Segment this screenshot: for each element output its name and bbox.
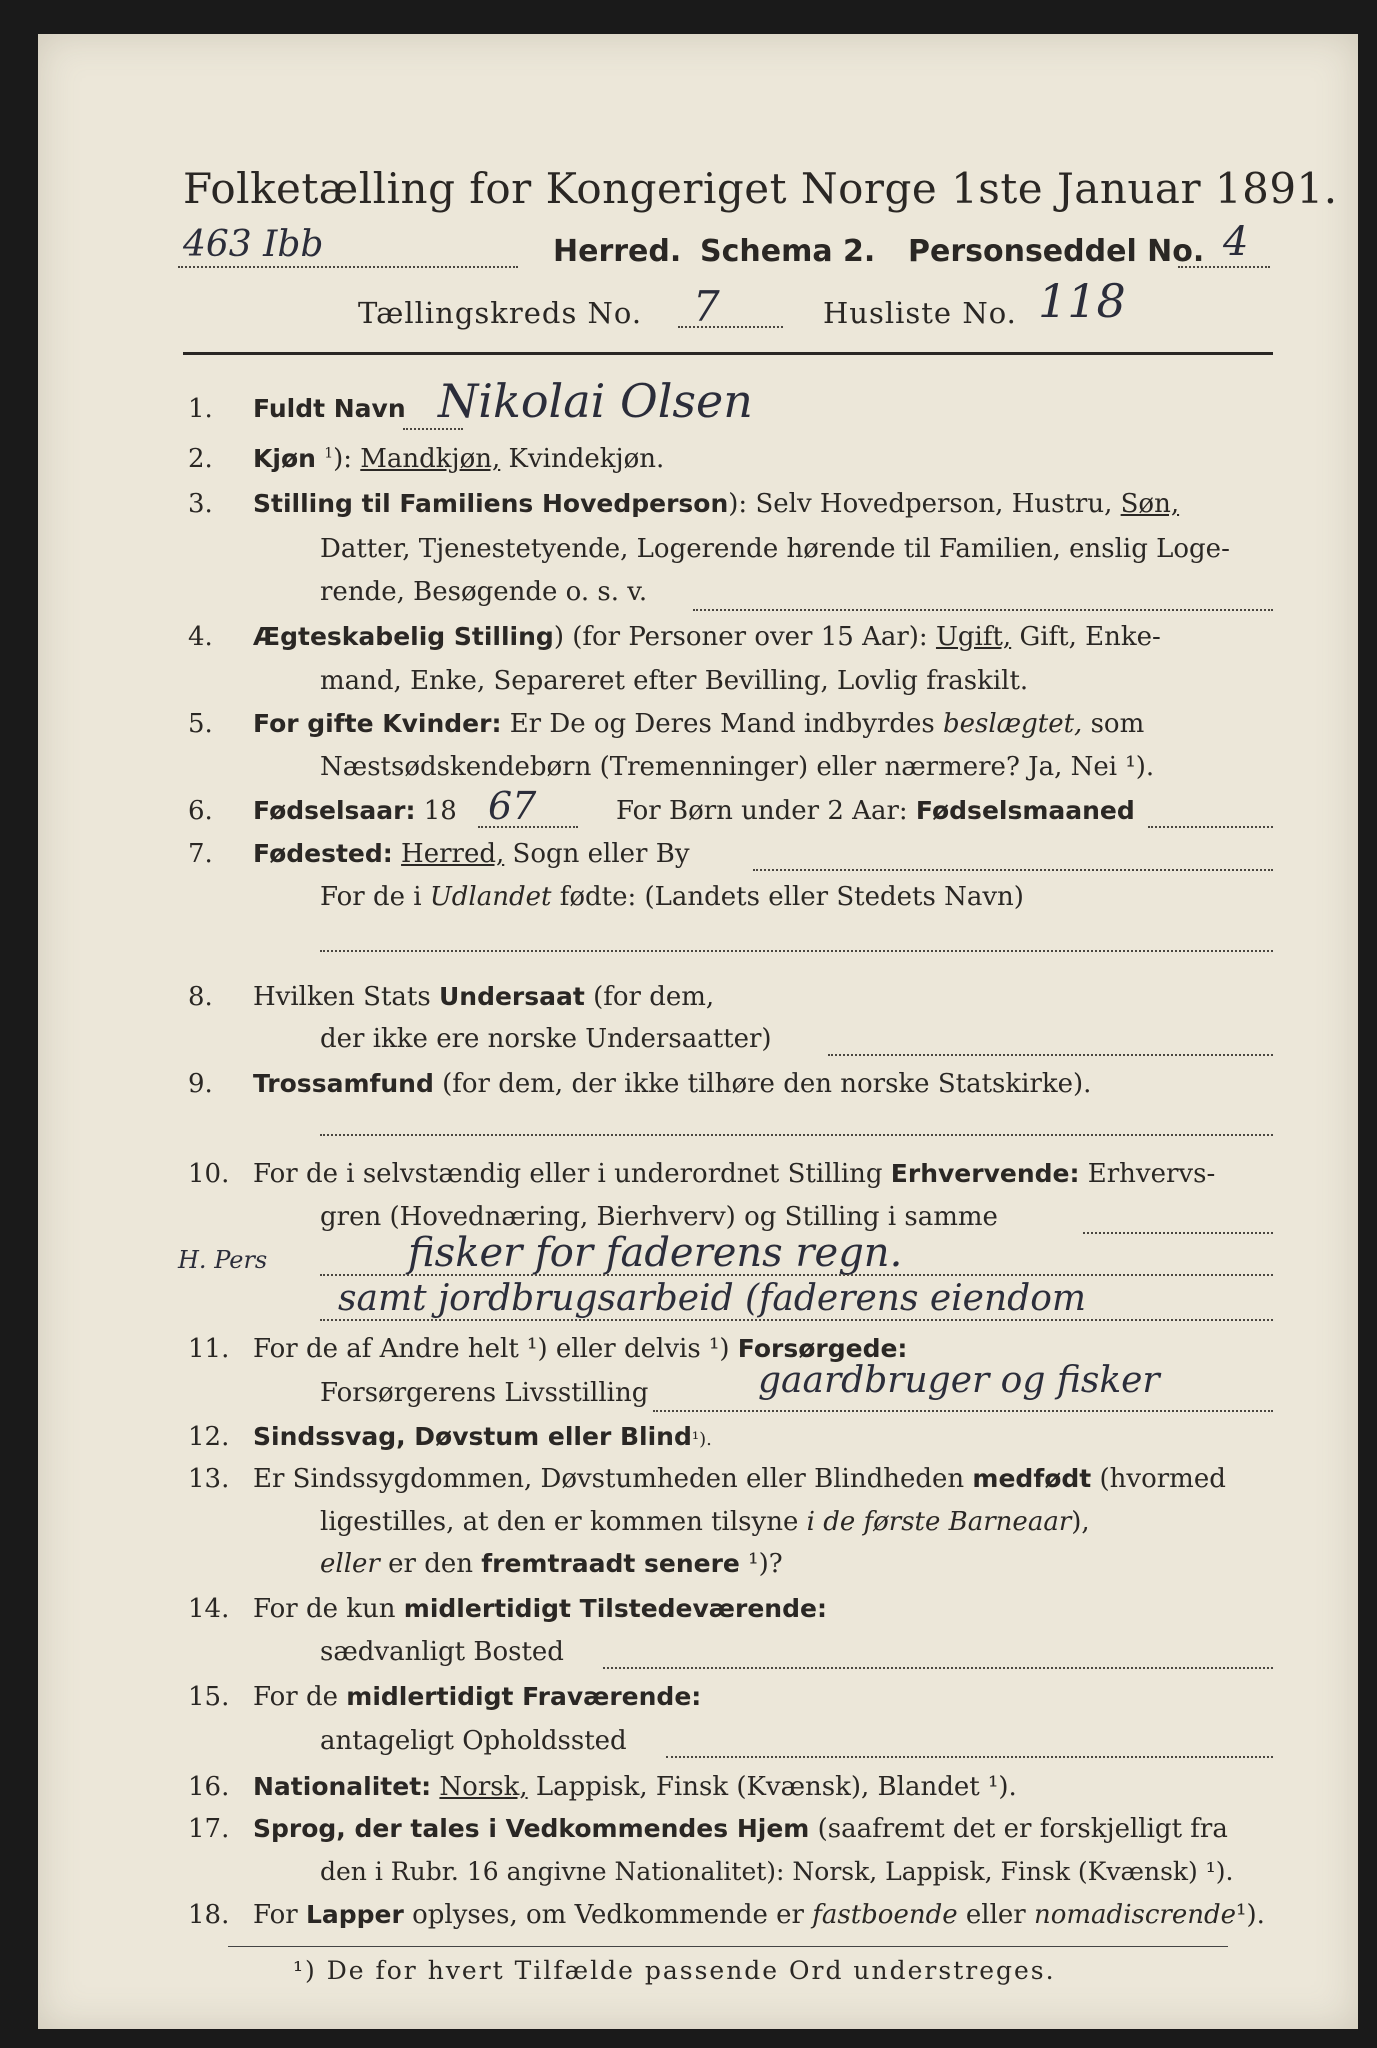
- q13-number: 13.: [188, 1464, 230, 1494]
- q9-text: (for dem, der ikke tilhøre den norske Statskirke).: [442, 1069, 1092, 1099]
- q10-label: Erhvervende:: [890, 1159, 1080, 1188]
- q6-dots-year: [478, 826, 578, 828]
- q15-line2: antageligt Opholdssted: [320, 1726, 627, 1756]
- q7-text: Sogn eller By: [512, 839, 690, 869]
- q13-text: Er Sindssygdommen, Døvstumheden eller Blindheden: [253, 1464, 965, 1494]
- q13-line2b: ),: [1071, 1507, 1090, 1537]
- nationality-norsk-selected: Norsk,: [439, 1772, 528, 1802]
- q15-text: For de: [253, 1682, 338, 1712]
- q1-row: [38, 374, 1358, 434]
- relation-son-selected: Søn,: [1120, 489, 1180, 519]
- q10-line2: gren (Hovednæring, Bierhverv) og Stilling i samme: [320, 1202, 998, 1232]
- q10-text: For de i selvstændig eller i underordnet Stilling: [253, 1159, 883, 1189]
- q17-line2: den i Rubr. 16 angivne Nationalitet): Norsk, Lappisk, Finsk (Kvænsk) ¹).: [320, 1857, 1234, 1886]
- q8-row: [38, 982, 1358, 1022]
- q6-label2: Fødselsmaaned: [915, 796, 1135, 825]
- q14-text: For de kun: [253, 1594, 396, 1624]
- q14-number: 14.: [188, 1594, 230, 1624]
- q8-text: Hvilken Stats: [253, 982, 431, 1012]
- husliste-label: Husliste No.: [823, 296, 1017, 330]
- q18-text2: oplyses, om Vedkommende er: [412, 1900, 804, 1930]
- q3-number: 3.: [188, 489, 213, 519]
- husliste-value: 118: [1038, 274, 1126, 328]
- q10-number: 10.: [188, 1159, 230, 1189]
- q5-text: Er De og Deres Mand indbyrdes: [509, 709, 935, 739]
- q15-label: midlertidigt Fraværende:: [346, 1682, 702, 1711]
- q5-number: 5.: [188, 709, 213, 739]
- q11-label: Forsørgede:: [737, 1334, 908, 1363]
- q13-label: medfødt: [972, 1464, 1092, 1493]
- q1-label: Fuldt Navn: [253, 394, 406, 423]
- q14-label: midlertidigt Tilstedeværende:: [403, 1594, 827, 1623]
- q9-dots: [320, 1134, 1273, 1136]
- kreds-dots: [678, 326, 783, 328]
- q7-line2a: For de i: [320, 882, 422, 912]
- gender-female: Kvindekjøn.: [508, 444, 665, 474]
- herred-dots: [178, 266, 518, 268]
- q13-line3c: ¹)?: [748, 1549, 783, 1579]
- q10-dots-3: [320, 1319, 1273, 1321]
- q9-row: [38, 1069, 1358, 1109]
- footnote-rule: [228, 1946, 1228, 1947]
- q14-row: [38, 1594, 1358, 1634]
- q17-label: Sprog, der tales i Vedkommendes Hjem: [253, 1814, 810, 1843]
- q14-line2: sædvanligt Bosted: [320, 1637, 564, 1667]
- kreds-value: 7: [693, 282, 720, 331]
- occupation-line1: fisker for faderens regn.: [408, 1230, 903, 1276]
- q4-number: 4.: [188, 622, 213, 652]
- q13-line2a: ligestilles, at den er kommen tilsyne: [320, 1507, 799, 1537]
- q11-text: For de af Andre helt ¹) eller delvis ¹): [253, 1334, 730, 1364]
- q11-line2: Forsørgerens Livsstilling: [320, 1378, 649, 1408]
- q3-line2: Datter, Tjenestetyende, Logerende hørende til Familien, enslig Loge-: [320, 534, 1230, 564]
- q10-dots-2: [320, 1274, 1273, 1276]
- q13-line3a: er den: [388, 1549, 473, 1579]
- q5-label: For gifte Kvinder:: [253, 709, 502, 738]
- footnote: ¹) De for hvert Tilfælde passende Ord understreges.: [293, 1956, 1056, 1985]
- q10-dots: [1083, 1232, 1273, 1234]
- q17-text: (saafremt det er forskjelligt fra: [817, 1814, 1228, 1844]
- q3-label: Stilling til Familiens Hovedperson: [253, 489, 729, 518]
- q14-dots: [603, 1667, 1273, 1669]
- q12-sup: ¹).: [691, 1429, 712, 1450]
- q4-line2: mand, Enke, Separeret efter Bevilling, Lovlig fraskilt.: [320, 666, 1029, 696]
- q15-dots: [666, 1756, 1273, 1758]
- q5-text2: som: [1090, 709, 1145, 739]
- q7-dots-foreign: [320, 950, 1273, 952]
- q2-number: 2.: [188, 444, 213, 474]
- marital-ugift-selected: Ugift,: [935, 622, 1012, 652]
- q3-text: ): Selv Hovedperson, Hustru,: [728, 489, 1113, 519]
- gender-male-selected: Mandkjøn,: [360, 444, 501, 474]
- q12-number: 12.: [188, 1422, 230, 1452]
- q18-row: [38, 1900, 1358, 1940]
- q6-label: Fødselsaar:: [253, 796, 416, 825]
- personseddel-dots: [1178, 266, 1270, 268]
- q2-label: Kjøn: [253, 444, 316, 473]
- q7-label: Fødested:: [253, 839, 393, 868]
- birth-year-value: 67: [488, 784, 537, 828]
- q13-row: [38, 1464, 1358, 1504]
- q8-dots: [828, 1054, 1273, 1056]
- q18-text3: eller: [965, 1900, 1026, 1930]
- q7-row: [38, 839, 1358, 879]
- margin-note: H. Pers: [178, 1246, 268, 1274]
- q18-label: Lapper: [305, 1900, 404, 1929]
- q7-line2b: fødte: (Landets eller Stedets Navn): [559, 882, 1024, 912]
- q16-label: Nationalitet:: [253, 1772, 432, 1801]
- q3-row: [38, 489, 1358, 529]
- q11-dots: [653, 1410, 1273, 1412]
- q15-number: 15.: [188, 1682, 230, 1712]
- q13-line3b: fremtraadt senere: [481, 1549, 740, 1578]
- q17-number: 17.: [188, 1814, 230, 1844]
- q2-row: [38, 444, 1358, 484]
- schema-label: Schema 2.: [700, 234, 876, 269]
- q6-row: [38, 784, 1358, 836]
- q7-number: 7.: [188, 839, 213, 869]
- q15-row: [38, 1682, 1358, 1722]
- q10-row: [38, 1159, 1358, 1199]
- q13-line3i: eller: [320, 1549, 380, 1579]
- q11-number: 11.: [188, 1334, 230, 1364]
- occupation-line2: samt jordbrugsarbeid (faderens eiendom: [338, 1278, 1087, 1319]
- q8-line2: der ikke ere norske Undersaatter): [320, 1024, 772, 1054]
- q2-colon: ):: [333, 444, 353, 474]
- q18-i1: fastboende: [812, 1900, 958, 1930]
- q4-row: [38, 622, 1358, 662]
- q4-text2: Gift, Enke-: [1019, 622, 1161, 652]
- herred-value: 463 Ibb: [183, 224, 324, 265]
- birth-year-prefix: 18: [423, 796, 457, 826]
- q3-line3: rende, Besøgende o. s. v.: [320, 577, 648, 607]
- q13-text2: (hvormed: [1099, 1464, 1226, 1494]
- q5-italic: beslægtet,: [942, 709, 1083, 739]
- q4-text: ) (for Personer over 15 Aar):: [553, 622, 928, 652]
- q18-i2: nomadiscrende: [1034, 1900, 1237, 1930]
- q4-label: Ægteskabelig Stilling: [253, 622, 554, 651]
- q1-number: 1.: [188, 394, 213, 424]
- q6-text2: For Børn under 2 Aar:: [616, 796, 908, 826]
- q7-line2i: Udlandet: [429, 882, 552, 912]
- q18-text4: ¹).: [1236, 1900, 1265, 1930]
- provider-occupation: gaardbruger og fisker: [758, 1360, 1160, 1401]
- personseddel-value: 4: [1223, 219, 1249, 265]
- q12-label: Sindssvag, Døvstum eller Blind: [253, 1422, 692, 1451]
- q9-label: Trossamfund: [253, 1069, 434, 1098]
- q6-number: 6.: [188, 796, 213, 826]
- form-title: Folketælling for Kongeriget Norge 1ste Januar 1891.: [183, 164, 1338, 213]
- q16-row: [38, 1772, 1358, 1812]
- q8-text2: (for dem,: [593, 982, 715, 1012]
- q17-row: [38, 1814, 1358, 1854]
- q8-number: 8.: [188, 982, 213, 1012]
- q5-line2: Næstsødskendebørn (Tremenninger) eller nærmere? Ja, Nei ¹).: [320, 752, 1155, 782]
- personseddel-label: Personseddel No.: [908, 234, 1205, 269]
- birthplace-herred-selected: Herred,: [401, 839, 505, 869]
- full-name-value: Nikolai Olsen: [438, 374, 753, 428]
- herred-label: Herred.: [553, 234, 682, 269]
- q5-row: [38, 709, 1358, 749]
- q7-dots: [753, 869, 1273, 871]
- q9-number: 9.: [188, 1069, 213, 1099]
- q1-dots: [403, 428, 463, 430]
- q18-number: 18.: [188, 1900, 230, 1930]
- q16-number: 16.: [188, 1772, 230, 1802]
- q16-text: Lappisk, Finsk (Kvænsk), Blandet ¹).: [535, 1772, 1017, 1802]
- q3-dots: [693, 609, 1273, 611]
- q11-row: [38, 1334, 1358, 1374]
- q8-label: Undersaat: [438, 982, 585, 1011]
- q10-text2: Erhvervs-: [1087, 1159, 1216, 1189]
- q18-text: For: [253, 1900, 298, 1930]
- q2-sup: 1: [324, 445, 334, 462]
- kreds-label: Tællingskreds No.: [358, 296, 643, 330]
- q6-dots-month: [1148, 826, 1273, 828]
- census-form-page: [38, 34, 1358, 2029]
- q12-row: [38, 1422, 1358, 1462]
- header-rule: [183, 352, 1273, 355]
- q13-line2i: i de første Barneaar: [806, 1507, 1072, 1537]
